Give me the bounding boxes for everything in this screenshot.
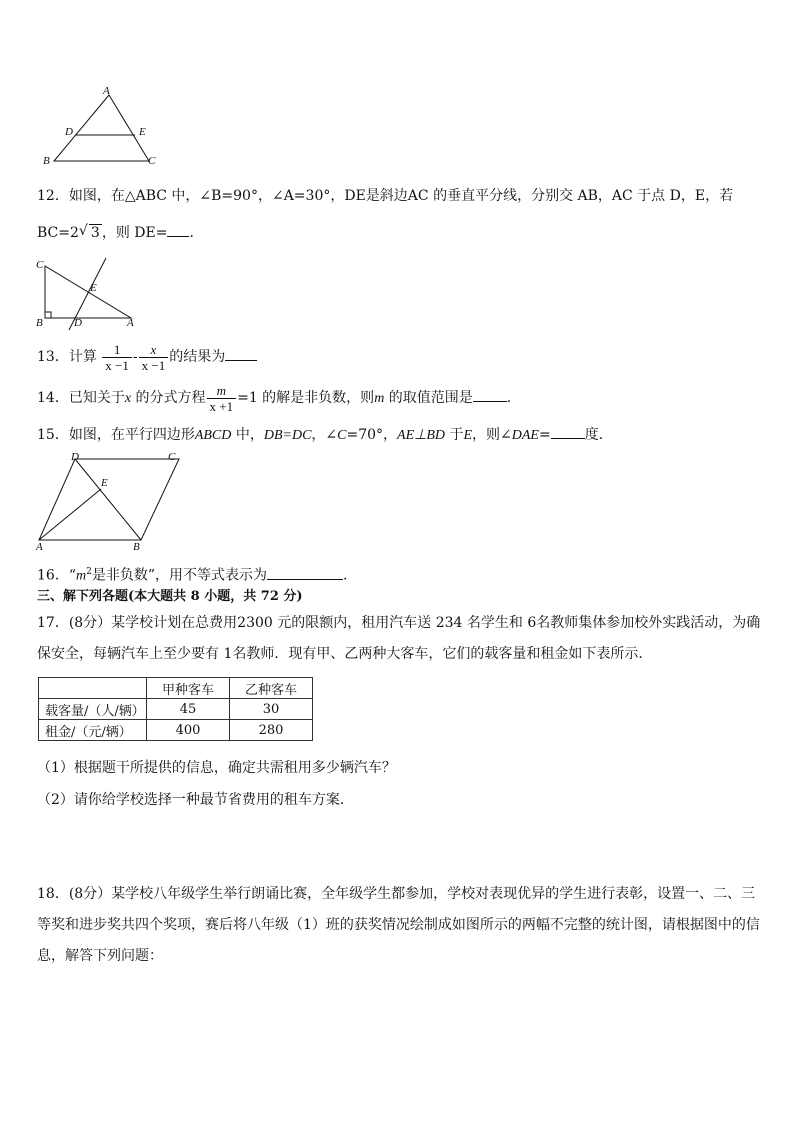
section-3-heading: 三、解下列各题(本大题共 8 小题，共 72 分) <box>37 589 303 604</box>
q13-line: 13．计算 $\frac{1}{x -1}$ - $\frac{x}{x -1}$ 的结果为 <box>37 340 257 374</box>
table-row <box>39 699 313 720</box>
label-d: D <box>74 317 82 329</box>
fraction-1-over-x-minus-1: $\frac{1}{x -1}$ <box>102 342 132 373</box>
q17-line1: 17．(8分）某学校计划在总费用2300 元的限额内，租用汽车送 234 名学生和 6名教师集体参加校外实践活动，为确 <box>37 615 761 631</box>
table-row <box>39 720 313 741</box>
label-a: A <box>36 541 43 553</box>
q12-line2: BC=2 √ 3 ，则 DE= . <box>37 223 194 241</box>
label-c: C <box>168 451 176 463</box>
q18-line2: 等奖和进步奖共四个奖项，赛后将八年级（1）班的获奖情况绘制成如图所示的两幅不完整的统计图，请根据图中的信 <box>37 917 760 933</box>
label-c: C <box>148 155 156 167</box>
q15-line: 15．如图，在平行四边形ABCD 中，DB=DC，∠C=70°，AE⊥BD 于E，则∠DAE= 度. <box>37 427 604 443</box>
q17-line2: 保安全，每辆汽车上至少要有 1名教师．现有甲、乙两种大客车，它们的载客量和租金如下表所示． <box>37 646 653 662</box>
table-header-cell: 乙种客车 <box>230 678 313 699</box>
q12-bc: BC=2 <box>37 225 79 241</box>
label-c: C <box>36 259 44 271</box>
label-d: D <box>71 451 79 463</box>
q12-line1: 12．如图，在△ABC 中，∠B=90°，∠A=30°，DE是斜边AC 的垂直平分线，分别交 AB，AC 于点 D，E，若 <box>37 188 734 204</box>
q12-de: ，则 DE= <box>101 225 168 241</box>
q18-line1: 18．(8分）某学校八年级学生举行朗诵比赛，全年级学生都参加，学校对表现优异的学生进行表彰，设置一、二、三 <box>37 886 756 902</box>
label-e: E <box>101 477 108 489</box>
table-cell: 280 <box>230 720 313 741</box>
q16-line: 16．“$m^2$是非负数”，用不等式表示为 . <box>37 567 348 584</box>
table-header-cell <box>39 678 147 699</box>
parallelogram-figure <box>34 450 184 553</box>
q14-answer-blank <box>473 389 507 402</box>
q13-answer-blank <box>225 348 257 361</box>
label-b: B <box>43 155 50 167</box>
sqrt-3: √ 3 <box>78 223 100 241</box>
label-d: D <box>65 126 73 138</box>
table-cell: 载客量/（人/辆） <box>39 699 147 720</box>
q17-sub1: （1）根据题干所提供的信息，确定共需租用多少辆汽车？ <box>37 760 396 776</box>
label-a: A <box>127 317 134 329</box>
fraction-m-over-x-plus-1: $\frac{m}{x +1}$ <box>207 383 237 414</box>
q18-line3: 息，解答下列问题： <box>37 948 163 964</box>
q14-line: 14．已知关于x 的分式方程 $\frac{m}{x +1}$ =1 的解是非负数，则m 的取值范围是 . <box>37 382 512 414</box>
label-e: E <box>139 126 146 138</box>
bus-rental-table <box>38 677 313 741</box>
table-cell: 45 <box>147 699 230 720</box>
q12-answer-blank <box>167 224 189 237</box>
table-cell: 400 <box>147 720 230 741</box>
table-cell: 30 <box>230 699 313 720</box>
label-a: A <box>103 85 110 97</box>
table-cell: 租金/（元/辆） <box>39 720 147 741</box>
label-b: B <box>36 317 43 329</box>
label-e: E <box>90 282 97 294</box>
q15-answer-blank <box>551 426 585 439</box>
q16-answer-blank <box>267 567 343 580</box>
table-header-row <box>39 678 313 699</box>
right-triangle-figure <box>34 256 144 334</box>
table-header-cell: 甲种客车 <box>147 678 230 699</box>
fraction-x-over-x-minus-1: $\frac{x}{x -1}$ <box>139 342 169 373</box>
q17-sub2: （2）请你给学校选择一种最节省费用的租车方案． <box>37 792 354 808</box>
triangle-abc-figure <box>38 84 163 169</box>
label-b: B <box>133 541 140 553</box>
